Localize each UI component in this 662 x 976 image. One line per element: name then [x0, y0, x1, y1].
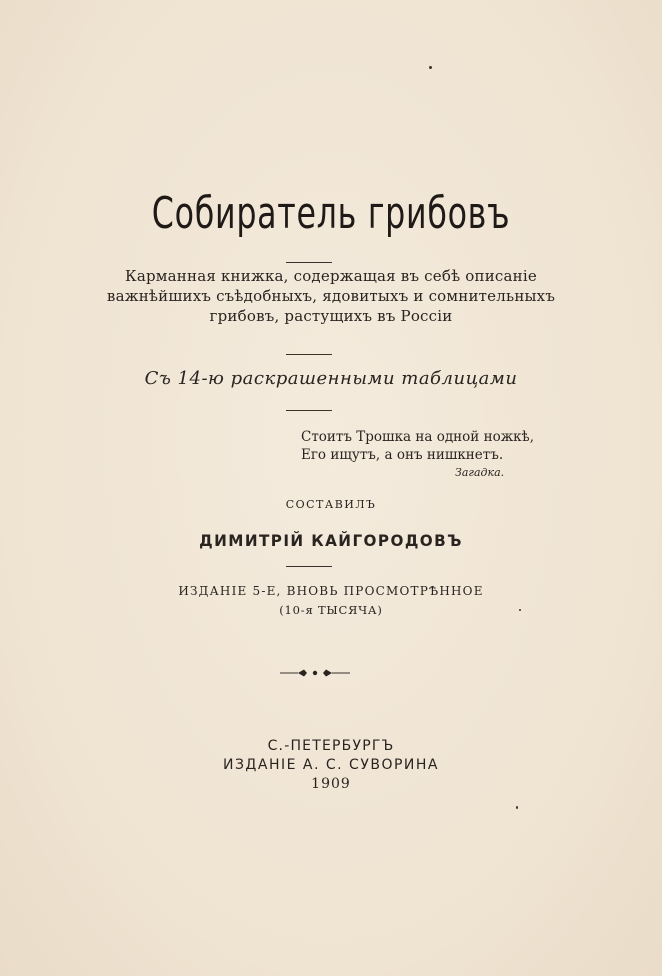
edition-note: ИЗДАНІЕ 5-Е, ВНОВЬ ПРОСМОТРѢННОЕ	[178, 584, 484, 598]
divider-2	[286, 354, 332, 355]
epigraph-line-1: Стоитъ Трошка на одной ножкѣ,	[301, 429, 534, 445]
divider-4	[286, 566, 332, 567]
divider-1	[286, 262, 332, 263]
imprint-city: С.-ПЕТЕРБУРГЪ	[267, 738, 395, 754]
subtitle-line-2: важнѣйшихъ съѣдобныхъ, ядовитыхъ и сомнительныхъ	[106, 287, 556, 305]
epigraph-line-2: Его ищутъ, а онъ нишкнетъ.	[301, 447, 504, 463]
book-subtitle	[0, 266, 662, 326]
epigraph-source: Загадка.	[455, 466, 505, 479]
epigraph	[301, 428, 534, 464]
compiled-by-label: СОСТАВИЛЪ	[285, 498, 377, 511]
paper-speck	[429, 66, 432, 69]
imprint-publisher: ИЗДАНІЕ А. С. СУВОРИНА	[222, 757, 440, 773]
paper-speck	[519, 609, 521, 611]
imprint-year: 1909	[311, 776, 351, 792]
subtitle-line-1: Карманная книжка, содержащая въ себѣ описаніе	[125, 267, 537, 285]
subtitle-line-3: грибовъ, растущихъ въ Россіи	[209, 307, 453, 325]
divider-3	[286, 410, 332, 411]
plates-note: Съ 14-ю раскрашенными таблицами	[144, 368, 518, 389]
author-name: ДИМИТРІЙ КАЙГОРОДОВЪ	[199, 531, 463, 550]
paper-speck	[516, 806, 518, 809]
book-title: Собиратель грибовъ	[151, 188, 511, 239]
print-run-note: (10-я ТЫСЯЧА)	[279, 603, 383, 617]
ornament-icon	[280, 666, 350, 680]
